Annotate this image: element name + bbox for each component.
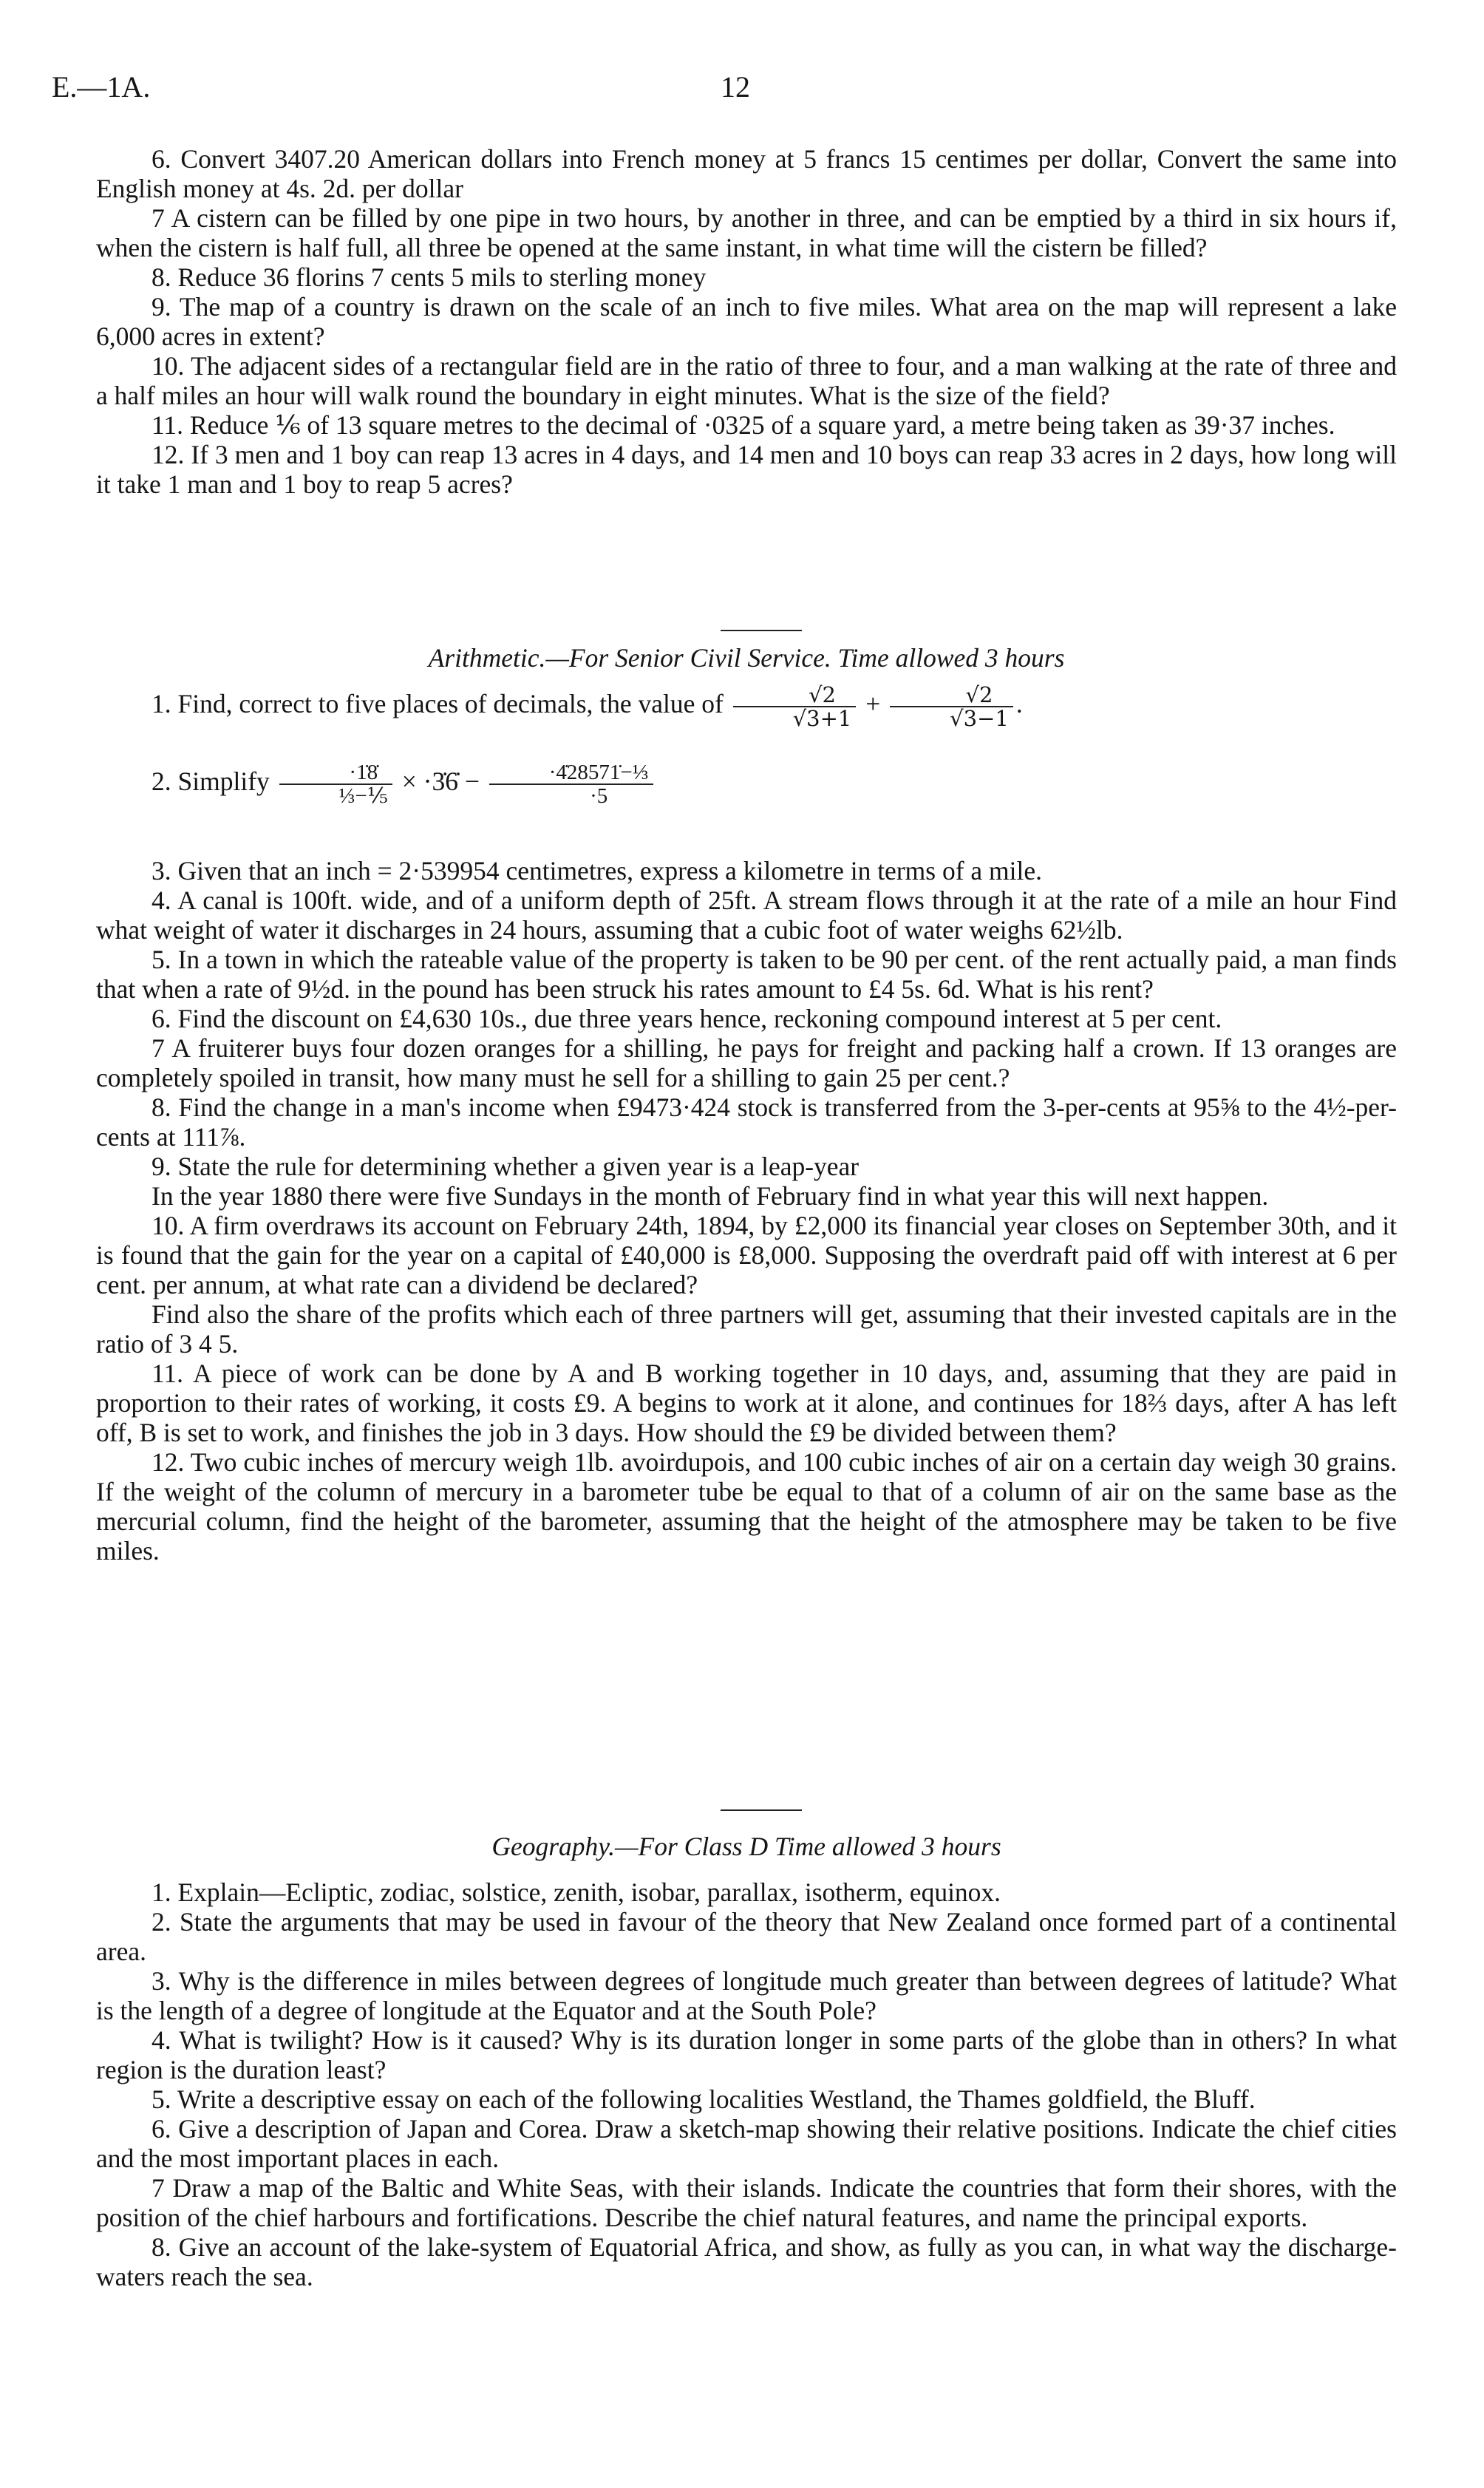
question-2-arithmetic: [96, 761, 1397, 807]
question-9: 9. The map of a country is drawn on the scale of an inch to five miles. What area on the map will represent a lake 6,000 acres in extent?: [96, 292, 1397, 351]
question-7: 7 Draw a map of the Baltic and White Seas, with their islands. Indicate the countries that form their shores, with the position of the chief harbours and fortifications. Describe the chief natural features, and name the principal exports.: [96, 2173, 1397, 2232]
plus-sign: +: [865, 689, 881, 719]
geography-section-title: Geography.—For Class D Time allowed 3 hours: [491, 1832, 1001, 1861]
question-5: 5. In a town in which the rateable value of the property is taken to be 90 per cent. of the rent actually paid, a man finds that when a rate of 9½d. in the pound has been struck his rates amount to £4 5s. 6d. What is his rent?: [96, 945, 1397, 1004]
fraction-4-denominator: ·5: [590, 784, 608, 808]
section-divider: [721, 1809, 802, 1811]
times-sign: ×: [401, 767, 417, 797]
question-2: 2. State the arguments that may be used in favour of the theory that New Zealand once formed part of a continental area.: [96, 1907, 1397, 1966]
question-6: 6. Give a description of Japan and Corea. Draw a sketch-map showing their relative positions. Indicate the chief cities and the most important places in each.: [96, 2114, 1397, 2173]
question-7: 7 A fruiterer buys four dozen oranges for a shilling, he pays for freight and packing half a crown. If 13 oranges are completely spoiled in transit, how many must he sell for a shilling to gain 25 per cent.?: [96, 1033, 1397, 1092]
question-1-prefix: 1. Find, correct to five places of decimals, the value of: [152, 689, 724, 719]
top-questions-block: [96, 144, 1397, 499]
question-8: 8. Find the change in a man's income when £9473·424 stock is transferred from the 3-per-cents at 95⅝ to the 4½-per-cents at 111⅞.: [96, 1092, 1397, 1152]
question-4: 4. A canal is 100ft. wide, and of a uniform depth of 25ft. A stream flows through it at the rate of a mile an hour Find what weight of water it discharges in 24 hours, assuming that a cubic foot of water weighs 62½lb.: [96, 886, 1397, 945]
question-5: 5. Write a descriptive essay on each of the following localities Westland, the Thames goldfield, the Bluff.: [152, 2084, 1256, 2114]
question-1-arithmetic: [96, 684, 1397, 730]
question-7: 7 A cistern can be filled by one pipe in two hours, by another in three, and can be emptied by a third in six hours if, when the cistern is half full, all three be opened at the same instant, in what time will the cistern be filled?: [96, 203, 1397, 262]
formula-end: .: [1015, 689, 1023, 719]
arithmetic-section-title: Arithmetic.—For Senior Civil Service. Time allowed 3 hours: [428, 643, 1065, 673]
question-12: 12. If 3 men and 1 boy can reap 13 acres in 4 days, and 14 men and 10 boys can reap 33 acres in 2 days, how long will it take 1 man and 1 boy to reap 5 acres?: [96, 440, 1397, 499]
question-2-prefix: 2. Simplify: [152, 767, 270, 797]
question-6: 6. Convert 3407.20 American dollars into French money at 5 francs 15 centimes per dollar, Convert the same into English money at 4s. 2d. per dollar: [96, 144, 1397, 203]
question-1: 1. Explain—Ecliptic, zodiac, solstice, zenith, isobar, parallax, isotherm, equinox.: [152, 1877, 1001, 1907]
question-6: 6. Find the discount on £4,630 10s., due three years hence, reckoning compound interest at 5 per cent.: [152, 1004, 1222, 1033]
question-11: 11. A piece of work can be done by A and B working together in 10 days, and, assuming that they are paid in proportion to their rates of working, it costs £9. A begins to work at it alone, and continues for 18⅔ days, after A has left off, B is set to work, and finishes the job in 3 days. How should the £9 be divided between them?: [96, 1359, 1397, 1447]
page-number: 12: [721, 70, 750, 103]
question-8: 8. Give an account of the lake-system of Equatorial Africa, and show, as fully as you can, in what way the discharge-waters reach the sea.: [96, 2232, 1397, 2291]
fraction-2: [890, 684, 1013, 730]
question-10-overdraft: 10. A firm overdraws its account on February 24th, 1894, by £2,000 its financial year closes on September 30th, and it is found that the gain for the year on a capital of £40,000 is £8,000. Supposing the overdraft paid off with interest at 6 per cent. per annum, at what rate can a dividend be declared?: [96, 1211, 1397, 1299]
fraction-1-numerator: √2: [733, 684, 857, 707]
fraction-1-denominator: √3+1: [792, 706, 852, 731]
fraction-4: [489, 761, 653, 807]
arithmetic-questions-block: [96, 856, 1397, 1566]
minus-sign: −: [464, 767, 480, 797]
middle-term: ·3̇6̇: [423, 767, 458, 797]
question-4: 4. What is twilight? How is it caused? Why is its duration longer in some parts of the globe than in others? In what region is the duration least?: [96, 2025, 1397, 2084]
fraction-2-denominator: √3−1: [950, 706, 1009, 731]
arithmetic-formula-1: [96, 684, 1397, 730]
geography-questions-block: [96, 1877, 1397, 2291]
question-3: 3. Why is the difference in miles between degrees of longitude much greater than between degrees of latitude? What is the length of a degree of longitude at the Equator and at the South Pole?: [96, 1966, 1397, 2025]
section-divider: [721, 630, 802, 631]
fraction-4-numerator: ·4̇28571̇−⅓: [489, 761, 653, 785]
fraction-3-numerator: ·1̇8̇: [279, 761, 392, 785]
question-10: 10. The adjacent sides of a rectangular field are in the ratio of three to four, and a man walking at the rate of three and a half miles an hour will walk round the boundary in eight minutes. What is the size of the field?: [96, 351, 1397, 410]
question-8: 8. Reduce 36 florins 7 cents 5 mils to sterling money: [152, 262, 707, 292]
question-3: 3. Given that an inch = 2·539954 centimetres, express a kilometre in terms of a mile.: [152, 856, 1042, 886]
question-12: 12. Two cubic inches of mercury weigh 1lb. avoirdupois, and 100 cubic inches of air on a certain day weigh 30 grains. If the weight of the column of mercury in a barometer tube be equal to that of a column of air on the same base as the mercurial column, find the height of the barometer, assuming that the height of the atmosphere may be taken to be five miles.: [96, 1447, 1397, 1566]
fraction-3: [279, 761, 392, 807]
question-9-rule: 9. State the rule for determining whether a given year is a leap-year: [152, 1152, 860, 1181]
fraction-1: [733, 684, 857, 730]
fraction-3-denominator: ⅓−⅕: [338, 784, 388, 808]
fraction-2-numerator: √2: [890, 684, 1013, 707]
question-11: 11. Reduce ⅙ of 13 square metres to the decimal of ·0325 of a square yard, a metre being taken as 39·37 inches.: [152, 410, 1335, 440]
question-9-february: In the year 1880 there were five Sundays in the month of February find in what year this will next happen.: [152, 1181, 1269, 1211]
document-reference: E.—1A.: [52, 70, 151, 103]
arithmetic-formula-2: [96, 761, 1397, 807]
question-10-partners: Find also the share of the profits which each of three partners will get, assuming that their invested capitals are in the ratio of 3 4 5.: [96, 1299, 1397, 1359]
